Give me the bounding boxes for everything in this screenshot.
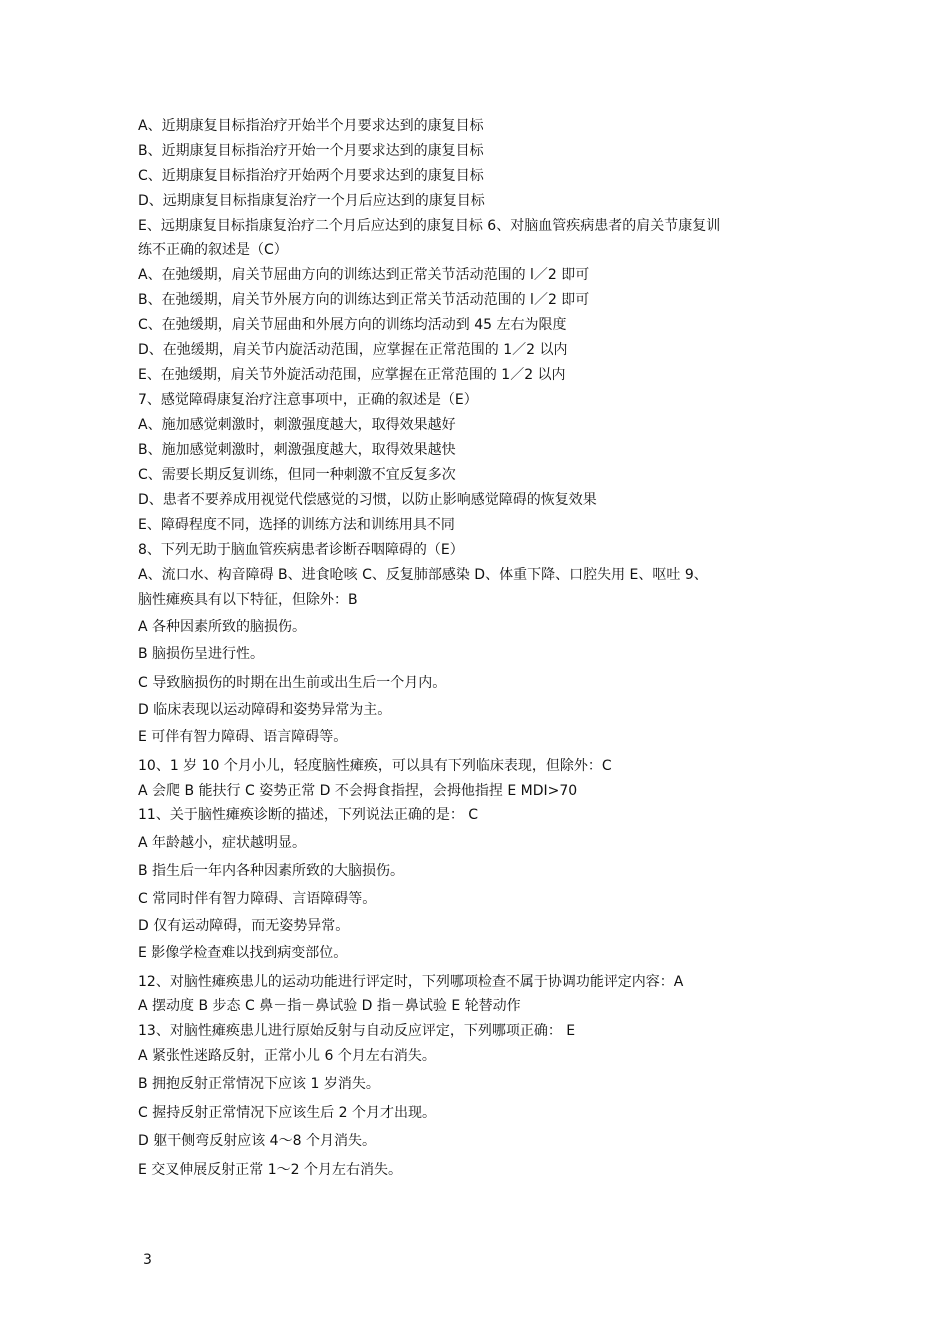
text-line: D、患者不要养成用视觉代偿感觉的习惯，以防止影响感觉障碍的恢复效果 bbox=[138, 492, 597, 508]
text-line: 脑性瘫痪具有以下特征，但除外：B bbox=[138, 592, 358, 608]
text-line: A 各种因素所致的脑损伤。 bbox=[138, 619, 307, 635]
text-line: D、远期康复目标指康复治疗一个月后应达到的康复目标 bbox=[138, 193, 485, 209]
text-line: B 指生后一年内各种因素所致的大脑损伤。 bbox=[138, 863, 405, 879]
text-line: E、在弛缓期，肩关节外旋活动范围，应掌握在正常范围的 1／2 以内 bbox=[138, 367, 566, 383]
text-line: B、近期康复目标指治疗开始一个月要求达到的康复目标 bbox=[138, 143, 484, 159]
text-line: C 握持反射正常情况下应该生后 2 个月才出现。 bbox=[138, 1105, 437, 1121]
text-line: B 脑损伤呈进行性。 bbox=[138, 646, 265, 662]
text-line: 11、关于脑性瘫痪诊断的描述，下列说法正确的是： C bbox=[138, 807, 479, 823]
text-line: C 导致脑损伤的时期在出生前或出生后一个月内。 bbox=[138, 675, 447, 691]
page-number: 3 bbox=[143, 1252, 152, 1268]
text-line: 12、对脑性瘫痪患儿的运动功能进行评定时，下列哪项检查不属于协调功能评定内容：A bbox=[138, 974, 684, 990]
text-line: 7、感觉障碍康复治疗注意事项中，正确的叙述是（E） bbox=[138, 392, 478, 408]
text-line: B、施加感觉刺激时，刺激强度越大，取得效果越快 bbox=[138, 442, 456, 458]
text-line: A、在弛缓期，肩关节屈曲方向的训练达到正常关节活动范围的 l／2 即可 bbox=[138, 267, 590, 283]
text-line: D、在弛缓期，肩关节内旋活动范围，应掌握在正常范围的 1／2 以内 bbox=[138, 342, 568, 358]
text-line: C、需要长期反复训练，但同一种刺激不宜反复多次 bbox=[138, 467, 456, 483]
text-line: A 紧张性迷路反射，正常小儿 6 个月左右消失。 bbox=[138, 1048, 436, 1064]
text-line: B、在弛缓期，肩关节外展方向的训练达到正常关节活动范围的 l／2 即可 bbox=[138, 292, 590, 308]
text-line: 8、下列无助于脑血管疾病患者诊断吞咽障碍的（E） bbox=[138, 542, 464, 558]
text-line: D 临床表现以运动障碍和姿势异常为主。 bbox=[138, 702, 392, 718]
text-line: 练不正确的叙述是（C） bbox=[138, 242, 288, 258]
text-line: A 年龄越小，症状越明显。 bbox=[138, 835, 307, 851]
text-line: A 摆动度 B 步态 C 鼻－指－鼻试验 D 指－鼻试验 E 轮替动作 bbox=[138, 998, 521, 1014]
text-line: E 可伴有智力障碍、语言障碍等。 bbox=[138, 729, 348, 745]
text-line: B 拥抱反射正常情况下应该 1 岁消失。 bbox=[138, 1076, 380, 1092]
text-line: A 会爬 B 能扶行 C 姿势正常 D 不会拇食指捏，会拇他指捏 E MDI>70 bbox=[138, 783, 578, 799]
text-line: C、在弛缓期，肩关节屈曲和外展方向的训练均活动到 45 左右为限度 bbox=[138, 317, 567, 333]
text-line: A、施加感觉刺激时，刺激强度越大，取得效果越好 bbox=[138, 417, 456, 433]
text-line: 10、1 岁 10 个月小儿，轻度脑性瘫痪，可以具有下列临床表现，但除外：C bbox=[138, 758, 612, 774]
text-line: D 仅有运动障碍，而无姿势异常。 bbox=[138, 918, 350, 934]
text-line: E 影像学检查难以找到病变部位。 bbox=[138, 945, 348, 961]
text-line: E、远期康复目标指康复治疗二个月后应达到的康复目标 6、对脑血管疾病患者的肩关节康复训 bbox=[138, 218, 721, 234]
text-line: C 常同时伴有智力障碍、言语障碍等。 bbox=[138, 891, 377, 907]
text-line: 13、对脑性瘫痪患儿进行原始反射与自动反应评定，下列哪项正确： E bbox=[138, 1023, 576, 1039]
text-line: E、障碍程度不同，选择的训练方法和训练用具不同 bbox=[138, 517, 455, 533]
text-line: A、近期康复目标指治疗开始半个月要求达到的康复目标 bbox=[138, 118, 484, 134]
text-line: E 交叉伸展反射正常 1～2 个月左右消失。 bbox=[138, 1162, 403, 1178]
text-line: C、近期康复目标指治疗开始两个月要求达到的康复目标 bbox=[138, 168, 484, 184]
text-line: A、流口水、构音障碍 B、进食呛咳 C、反复肺部感染 D、体重下降、口腔失用 E、呕吐 9、 bbox=[138, 567, 708, 583]
text-line: D 躯干侧弯反射应该 4～8 个月消失。 bbox=[138, 1133, 376, 1149]
